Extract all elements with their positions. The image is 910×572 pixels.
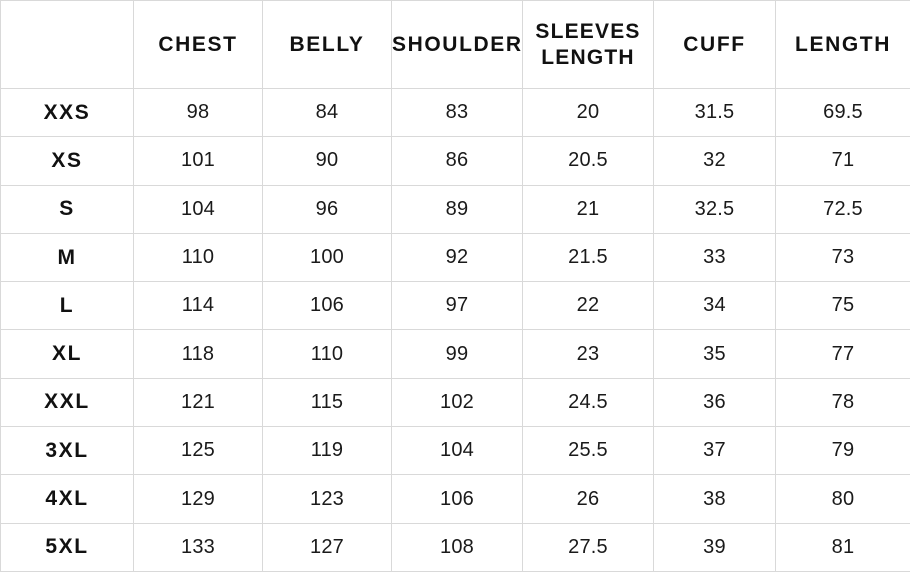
cell-belly: 110: [263, 330, 392, 378]
cell-belly: 106: [263, 282, 392, 330]
header-corner-cell: [1, 1, 134, 89]
cell-shoulder: 106: [392, 475, 523, 523]
cell-length: 72.5: [776, 185, 910, 233]
column-header-shoulder: SHOULDER: [392, 1, 523, 89]
table-row: [1, 475, 910, 523]
cell-sleeves-length: 25.5: [523, 427, 654, 475]
cell-cuff: 31.5: [654, 89, 776, 137]
cell-chest: 101: [134, 137, 263, 185]
table-row: [1, 137, 910, 185]
cell-sleeves-length: 22: [523, 282, 654, 330]
table-row: [1, 378, 910, 426]
cell-shoulder: 86: [392, 137, 523, 185]
cell-cuff: 32: [654, 137, 776, 185]
table-row: [1, 233, 910, 281]
cell-length: 75: [776, 282, 910, 330]
cell-belly: 96: [263, 185, 392, 233]
cell-sleeves-length: 21: [523, 185, 654, 233]
cell-length: 71: [776, 137, 910, 185]
row-size-label: 4XL: [1, 475, 134, 523]
cell-sleeves-length: 27.5: [523, 523, 654, 571]
column-header-belly: BELLY: [263, 1, 392, 89]
cell-cuff: 35: [654, 330, 776, 378]
row-size-label: M: [1, 233, 134, 281]
cell-sleeves-length: 26: [523, 475, 654, 523]
row-size-label: L: [1, 282, 134, 330]
cell-cuff: 36: [654, 378, 776, 426]
cell-belly: 90: [263, 137, 392, 185]
cell-length: 78: [776, 378, 910, 426]
column-header-chest: CHEST: [134, 1, 263, 89]
cell-cuff: 37: [654, 427, 776, 475]
column-header-sleeves-line1: SLEEVES: [535, 19, 641, 43]
cell-chest: 104: [134, 185, 263, 233]
cell-sleeves-length: 20: [523, 89, 654, 137]
table-row: [1, 185, 910, 233]
cell-cuff: 33: [654, 233, 776, 281]
row-size-label: XS: [1, 137, 134, 185]
cell-sleeves-length: 20.5: [523, 137, 654, 185]
cell-cuff: 39: [654, 523, 776, 571]
table-header: [1, 1, 910, 89]
cell-length: 69.5: [776, 89, 910, 137]
cell-belly: 119: [263, 427, 392, 475]
row-size-label: 5XL: [1, 523, 134, 571]
header-row: [1, 1, 910, 89]
cell-length: 77: [776, 330, 910, 378]
cell-shoulder: 97: [392, 282, 523, 330]
cell-sleeves-length: 24.5: [523, 378, 654, 426]
cell-cuff: 32.5: [654, 185, 776, 233]
cell-length: 73: [776, 233, 910, 281]
cell-chest: 98: [134, 89, 263, 137]
cell-length: 81: [776, 523, 910, 571]
cell-length: 80: [776, 475, 910, 523]
column-header-sleeves-length: [523, 1, 654, 89]
column-header-length: LENGTH: [776, 1, 910, 89]
cell-length: 79: [776, 427, 910, 475]
cell-chest: 129: [134, 475, 263, 523]
cell-belly: 127: [263, 523, 392, 571]
cell-belly: 100: [263, 233, 392, 281]
row-size-label: XXS: [1, 89, 134, 137]
table-body: [1, 89, 910, 572]
cell-chest: 118: [134, 330, 263, 378]
table-row: [1, 282, 910, 330]
cell-shoulder: 92: [392, 233, 523, 281]
row-size-label: XL: [1, 330, 134, 378]
cell-cuff: 38: [654, 475, 776, 523]
cell-chest: 133: [134, 523, 263, 571]
cell-shoulder: 104: [392, 427, 523, 475]
cell-chest: 121: [134, 378, 263, 426]
cell-cuff: 34: [654, 282, 776, 330]
cell-belly: 84: [263, 89, 392, 137]
cell-chest: 125: [134, 427, 263, 475]
cell-shoulder: 83: [392, 89, 523, 137]
table-row: [1, 523, 910, 571]
cell-sleeves-length: 21.5: [523, 233, 654, 281]
cell-sleeves-length: 23: [523, 330, 654, 378]
cell-belly: 115: [263, 378, 392, 426]
cell-chest: 114: [134, 282, 263, 330]
row-size-label: 3XL: [1, 427, 134, 475]
table-row: [1, 89, 910, 137]
table-row: [1, 427, 910, 475]
cell-shoulder: 89: [392, 185, 523, 233]
cell-shoulder: 108: [392, 523, 523, 571]
cell-shoulder: 99: [392, 330, 523, 378]
table-row: [1, 330, 910, 378]
cell-chest: 110: [134, 233, 263, 281]
row-size-label: XXL: [1, 378, 134, 426]
cell-belly: 123: [263, 475, 392, 523]
column-header-cuff: CUFF: [654, 1, 776, 89]
column-header-sleeves-line2: LENGTH: [541, 45, 635, 69]
cell-shoulder: 102: [392, 378, 523, 426]
row-size-label: S: [1, 185, 134, 233]
